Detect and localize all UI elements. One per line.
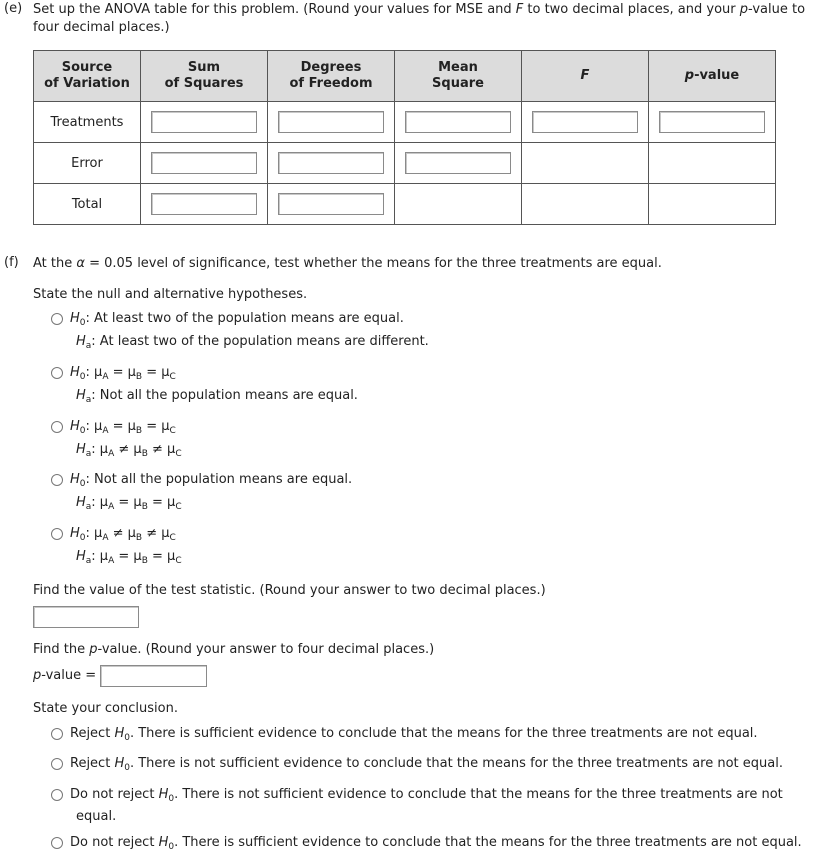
row-label-error: Error — [34, 143, 141, 184]
conclusion-option-4-text: Do not reject $H_0$. There is sufficient evidence to conclude that the means for the three treatments are not equal. — [70, 835, 802, 852]
hypothesis-option-1-radio[interactable] — [51, 313, 63, 325]
hypothesis-option-2-radio[interactable] — [51, 367, 63, 379]
test-statistic-input[interactable] — [33, 606, 139, 628]
part-e-label: (e) — [4, 1, 23, 16]
header-sum-of-squares: Sum of Squares — [141, 51, 268, 102]
hypothesis-option-5-radio[interactable] — [51, 528, 63, 540]
error-df-input[interactable] — [278, 152, 384, 174]
hypothesis-option-3-radio[interactable] — [51, 421, 63, 433]
empty-cell — [649, 184, 776, 225]
treatments-df-input[interactable] — [278, 111, 384, 133]
find-p-value-prompt: Find the p-value. (Round your answer to four decimal places.) — [33, 642, 435, 657]
treatments-p-input[interactable] — [659, 111, 765, 133]
conclusion-option-4-radio[interactable] — [51, 837, 63, 849]
error-ms-input[interactable] — [405, 152, 511, 174]
find-test-statistic-prompt: Find the value of the test statistic. (Round your answer to two decimal places.) — [33, 583, 546, 598]
option-5-ha: $H_a$: $\mu_A = \mu_B = \mu_C$ — [76, 549, 182, 566]
state-hypotheses-prompt: State the null and alternative hypotheses. — [33, 287, 308, 302]
conclusion-option-1-radio[interactable] — [51, 728, 63, 740]
header-source: Source of Variation — [34, 51, 141, 102]
table-row — [34, 102, 776, 143]
header-p-value: p-value — [649, 51, 776, 102]
option-1-h0: $H_0$: At least two of the population means are equal. — [70, 311, 404, 328]
header-f: F — [522, 51, 649, 102]
treatments-ss-input[interactable] — [151, 111, 257, 133]
table-header-row — [34, 51, 776, 102]
total-ss-input[interactable] — [151, 193, 257, 215]
state-conclusion-prompt: State your conclusion. — [33, 701, 178, 716]
empty-cell — [395, 184, 522, 225]
table-row — [34, 184, 776, 225]
part-e-instruction: Set up the ANOVA table for this problem. (Round your values for MSE and F to two decimal places, and your p-value to — [33, 2, 806, 17]
conclusion-option-3-text: Do not reject $H_0$. There is not sufficient evidence to conclude that the means for the three treatments are not — [70, 787, 783, 804]
conclusion-option-1-text: Reject $H_0$. There is sufficient evidence to conclude that the means for the three treatments are not equal. — [70, 726, 758, 743]
option-4-h0: $H_0$: Not all the population means are equal. — [70, 472, 353, 489]
total-df-input[interactable] — [278, 193, 384, 215]
treatments-ms-input[interactable] — [405, 111, 511, 133]
option-2-ha: $H_a$: Not all the population means are equal. — [76, 388, 358, 405]
conclusion-option-3-text-line2: equal. — [76, 809, 117, 824]
row-label-total: Total — [34, 184, 141, 225]
conclusion-option-3-radio[interactable] — [51, 789, 63, 801]
treatments-f-input[interactable] — [532, 111, 638, 133]
part-e-instruction-line2: four decimal places.) — [33, 20, 170, 35]
table-row — [34, 143, 776, 184]
part-f-label: (f) — [4, 255, 19, 270]
hypothesis-option-4-radio[interactable] — [51, 474, 63, 486]
part-f-intro: At the α = 0.05 level of significance, test whether the means for the three treatments are equal. — [33, 256, 662, 271]
conclusion-option-2-radio[interactable] — [51, 758, 63, 770]
option-1-ha: $H_a$: At least two of the population means are different. — [76, 334, 429, 351]
option-5-h0: $H_0$: $\mu_A \ne \mu_B \ne \mu_C$ — [70, 526, 176, 543]
header-mean-square: Mean Square — [395, 51, 522, 102]
empty-cell — [522, 143, 649, 184]
anova-table — [33, 50, 776, 225]
option-2-h0: $H_0$: $\mu_A = \mu_B = \mu_C$ — [70, 365, 176, 382]
empty-cell — [649, 143, 776, 184]
error-ss-input[interactable] — [151, 152, 257, 174]
empty-cell — [522, 184, 649, 225]
conclusion-option-2-text: Reject $H_0$. There is not sufficient evidence to conclude that the means for the three treatments are not equal. — [70, 756, 783, 773]
option-3-h0: $H_0$: $\mu_A = \mu_B = \mu_C$ — [70, 419, 176, 436]
header-degrees-of-freedom: Degrees of Freedom — [268, 51, 395, 102]
p-value-input[interactable] — [100, 665, 207, 687]
row-label-treatments: Treatments — [34, 102, 141, 143]
p-value-label: p-value = — [33, 668, 97, 683]
option-4-ha: $H_a$: $\mu_A = \mu_B = \mu_C$ — [76, 495, 182, 512]
option-3-ha: $H_a$: $\mu_A \ne \mu_B \ne \mu_C$ — [76, 442, 182, 459]
